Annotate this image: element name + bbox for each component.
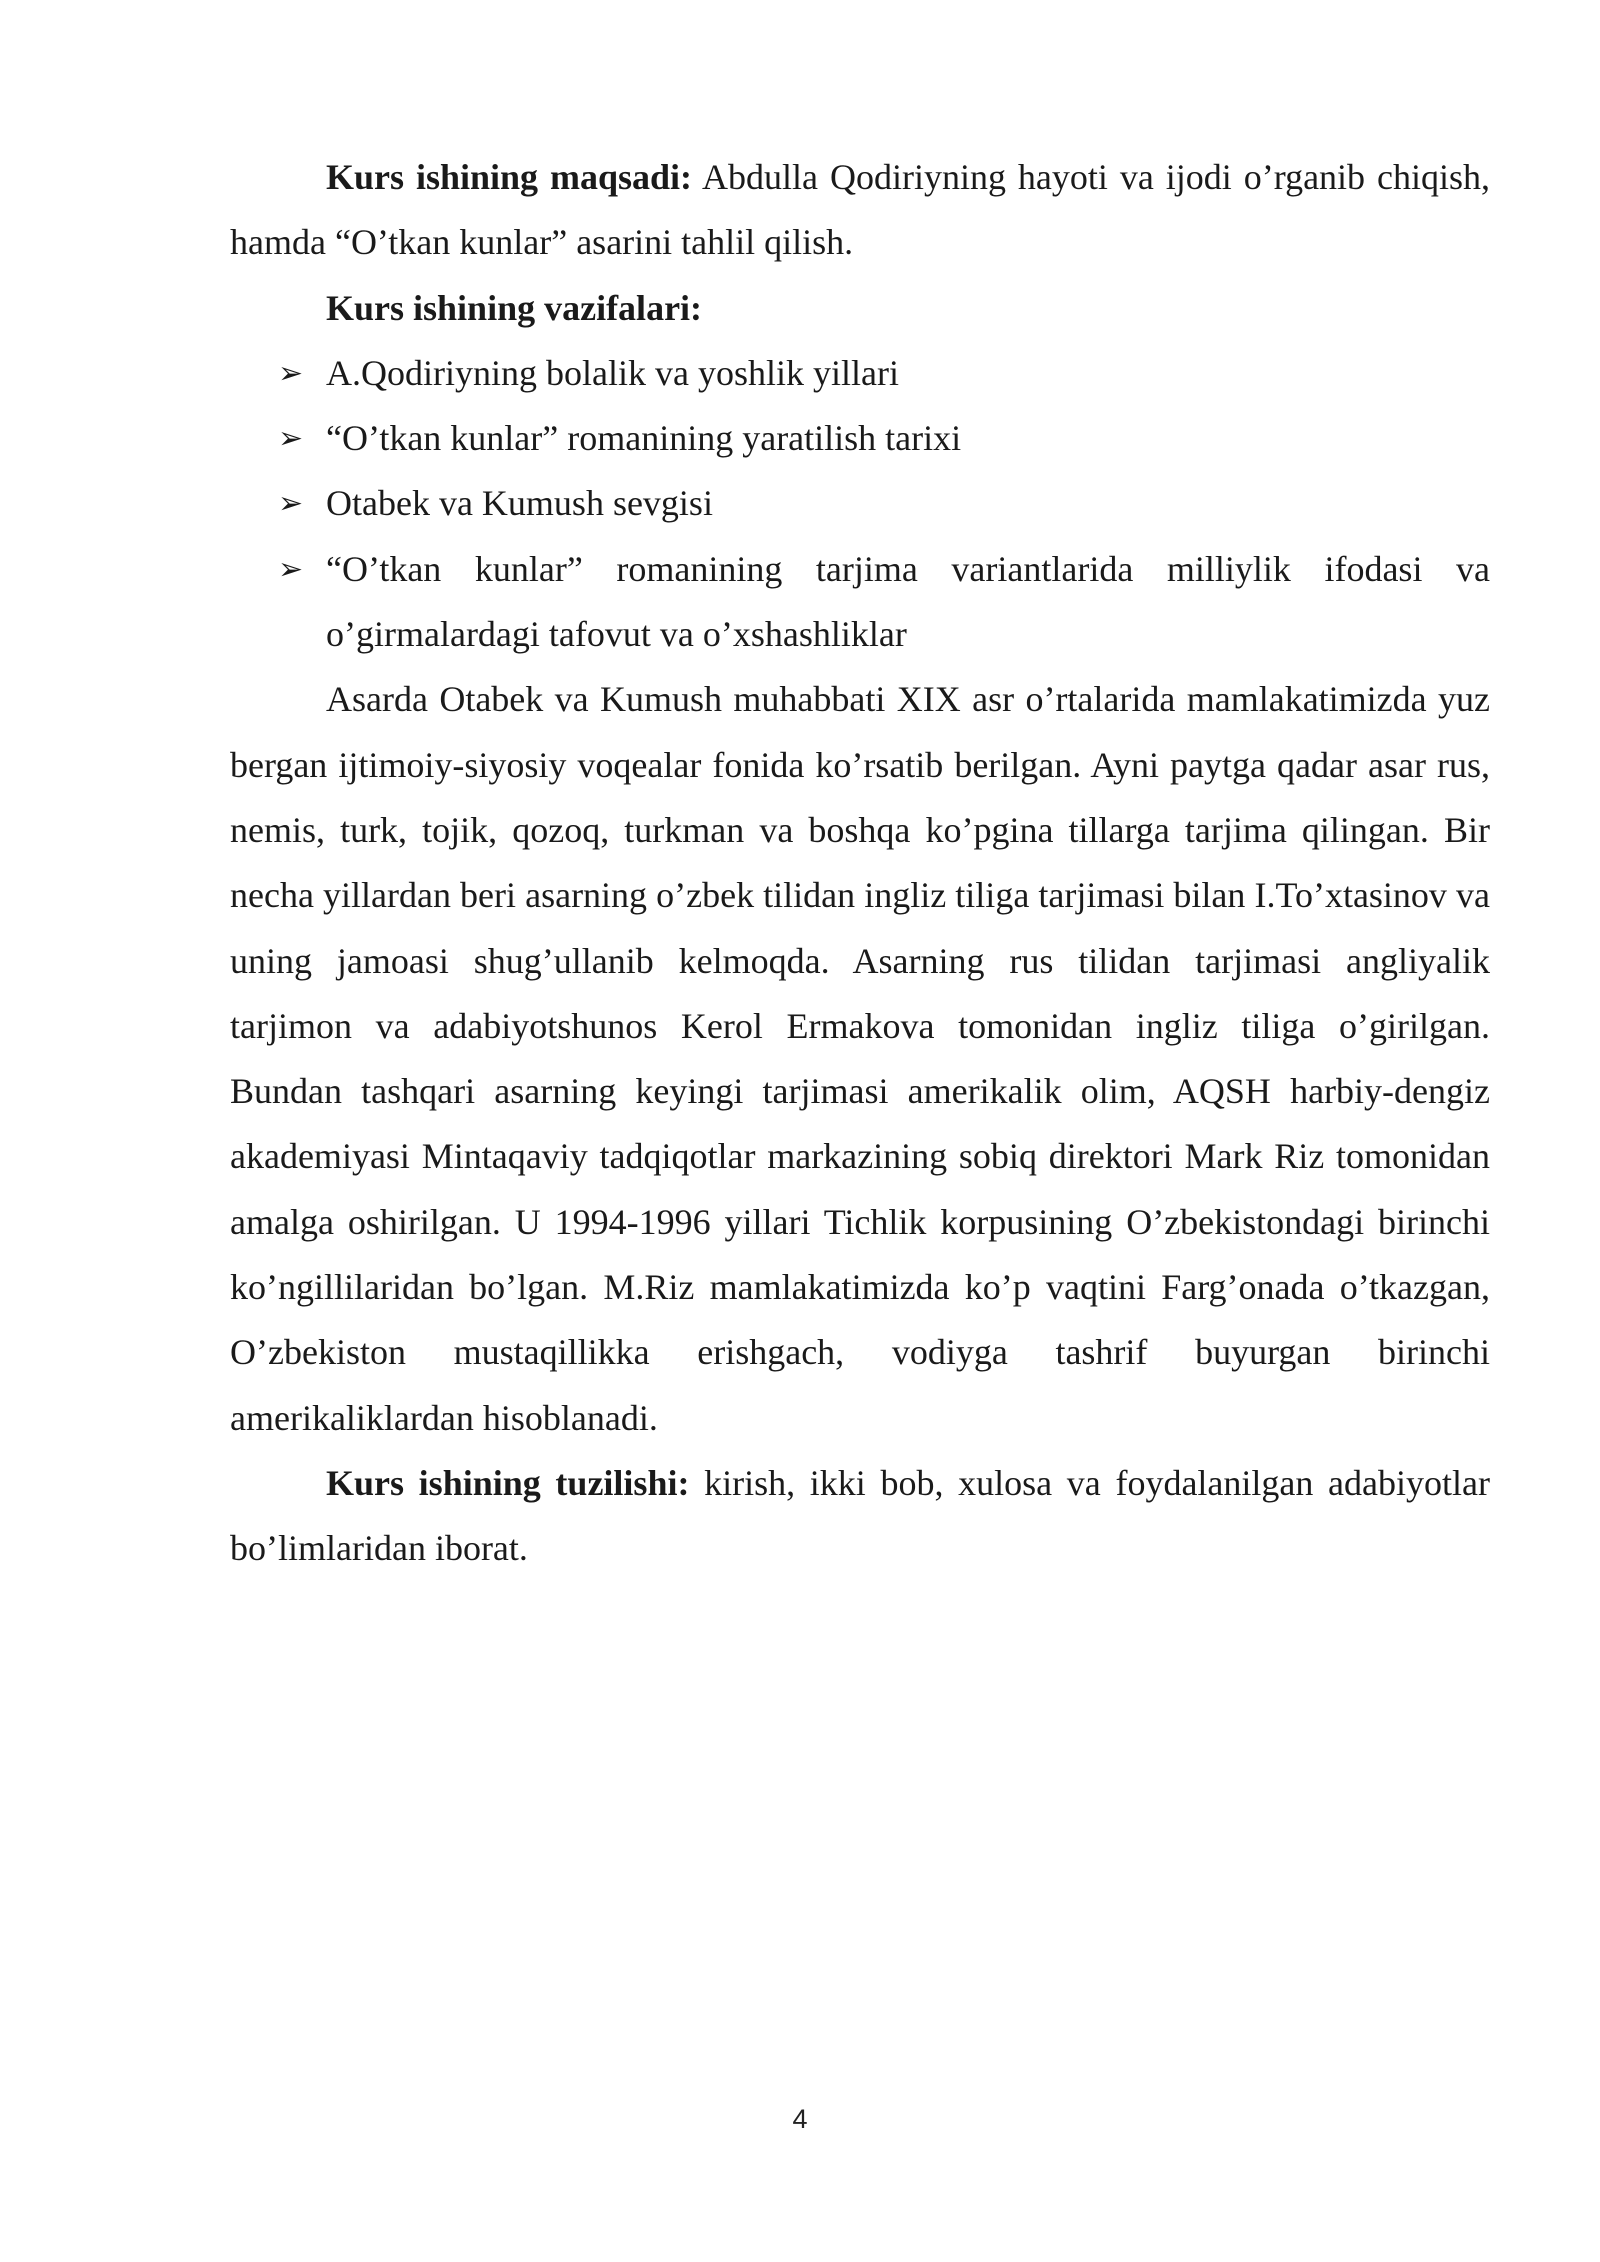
arrowhead-bullet-icon: ➢: [278, 551, 304, 587]
arrowhead-bullet-icon: ➢: [278, 486, 304, 522]
body-paragraph: Asarda Otabek va Kumush muhabbati XIX asr o’rtalarida mamlakatimizda yuz bergan ijtimoiy-siyosiy voqealar fonida ko’rsatib berilgan. Ayni paytga qadar asar rus, nemis, turk, tojik, qozoq, turkman va boshqa ko’pgina tillarga tarjima qilingan. Bir necha yillardan beri asarning o’zbek tilidan ingliz tiliga tarjimasi bilan I.To’xtasinov va uning jamoasi shug’ullanib kelmoqda. Asarning rus tilidan tarjimasi angliyalik tarjimon va adabiyotshunos Kerol Ermakova tomonidan ingliz tiliga o’girilgan. Bundan tashqari asarning keyingi tarjimasi amerikalik olim, AQSH harbiy-dengiz akademiyasi Mintaqaviy tadqiqotlar markazining sobiq direktori Mark Riz tomonidan amalga oshirilgan. U 1994-1996 yillari Tichlik korpusining O’zbekistondagi birinchi ko’ngillilaridan bo’lgan. M.Riz mamlakatimizda ko’p vaqtini Farg’onada o’tkazgan, O’zbekiston mustaqillikka erishgach, vodiyga tashrif buyurgan birinchi amerikaliklardan hisoblanadi.: [230, 679, 1490, 1438]
tasks-heading: Kurs ishining vazifalari:: [326, 287, 703, 328]
goal-paragraph: [230, 145, 1490, 276]
structure-paragraph: [230, 1451, 1490, 1582]
list-item-text: “O’tkan kunlar” romanining yaratilish tarixi: [326, 418, 962, 459]
list-item: [230, 537, 1490, 668]
list-item: [230, 471, 1490, 536]
tasks-list: [230, 341, 1490, 667]
arrowhead-bullet-icon: ➢: [278, 421, 304, 457]
structure-label: Kurs ishining tuzilishi:: [326, 1462, 690, 1503]
list-item-text: “O’tkan kunlar” romanining tarjima variantlarida milliylik ifodasi va o’girmalardagi tafovut va o’xshashliklar: [326, 548, 1490, 655]
document-body: [230, 145, 1490, 1582]
page-number: 4: [792, 2104, 808, 2134]
list-item-text: A.Qodiriyning bolalik va yoshlik yillari: [326, 352, 899, 393]
structure-text: kirish, ikki bob, xulosa va foydalanilgan adabiyotlar bo’limlaridan iborat.: [230, 1462, 1490, 1569]
list-item-text: Otabek va Kumush sevgisi: [326, 483, 713, 524]
list-item: [230, 341, 1490, 406]
list-item: [230, 406, 1490, 471]
arrowhead-bullet-icon: ➢: [278, 355, 304, 391]
goal-text: Abdulla Qodiriyning hayoti va ijodi o’rganib chiqish, hamda “O’tkan kunlar” asarini tahlil qilish.: [230, 157, 1490, 263]
goal-label: Kurs ishining maqsadi:: [326, 157, 693, 197]
